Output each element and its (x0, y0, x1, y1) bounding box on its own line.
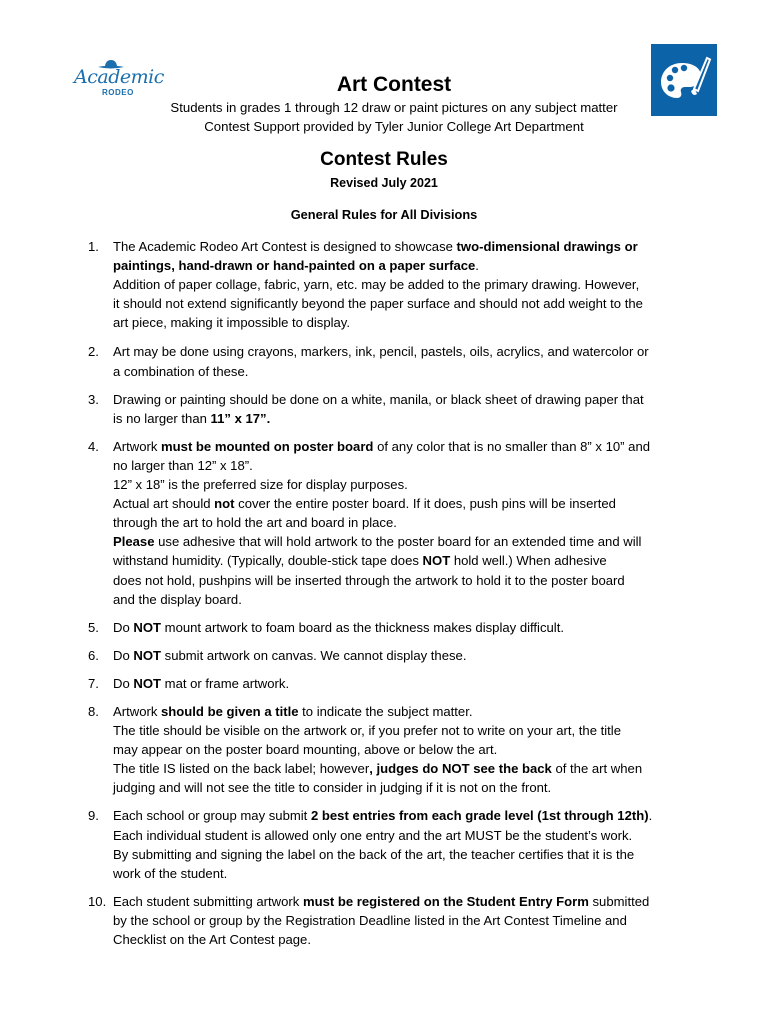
rule-text: The title should be visible on the artwork or, if you prefer not to write on your art, the title (113, 723, 622, 739)
rule-line (113, 456, 680, 475)
rule-line (113, 590, 680, 609)
rule-line (113, 930, 680, 949)
logo-script: Academic (74, 66, 164, 88)
rule-number: 3. (88, 391, 99, 407)
rule-text-bold: 11” x 17”. (210, 410, 271, 426)
rule-line (113, 740, 680, 759)
rule-text: submit artwork on canvas. We cannot display these. (161, 647, 467, 663)
rule-line (113, 759, 680, 778)
rule-text: work of the student. (113, 865, 228, 881)
rule-line (113, 702, 680, 721)
revised-date: Revised July 2021 (330, 176, 438, 190)
rule-line (113, 551, 680, 570)
rule-text: submitted (588, 893, 650, 909)
rule-text: Actual art should (113, 496, 215, 512)
section-heading: General Rules for All Divisions (290, 207, 478, 222)
rule-text-bold: paintings, hand-drawn or hand-painted on a paper surface (113, 258, 476, 274)
rule-text: By submitting and signing the label on the back of the art, the teacher certifies that it is the (113, 846, 635, 862)
rule-text: Artwork (113, 703, 162, 719)
rule-line (113, 275, 680, 294)
rule-text: Do (113, 647, 134, 663)
rule-line (113, 532, 680, 551)
rule-text: Each student submitting artwork (113, 893, 303, 909)
rule-text: no larger than 12” x 18”. (113, 457, 253, 473)
rule-text: 12” x 18” is the preferred size for display purposes. (113, 477, 408, 493)
rule-line (113, 237, 680, 256)
subtitle-grades: Students in grades 1 through 12 draw or paint pictures on any subject matter (170, 100, 618, 115)
header (140, 72, 648, 136)
rule-text: to indicate the subject matter. (298, 703, 473, 719)
rule-line (113, 864, 680, 883)
rule-line (113, 256, 680, 275)
rule-text: . (475, 258, 479, 274)
rule-line (113, 437, 680, 456)
rule-text-bold: NOT (422, 553, 451, 569)
rule-line (113, 778, 680, 797)
rule-text-bold: must be registered on the Student Entry Form (302, 893, 589, 909)
rule-text: Do (113, 619, 134, 635)
rule-number: 1. (88, 239, 99, 254)
rule-line (113, 911, 680, 930)
rule-text-bold: Please (113, 534, 155, 550)
rule-line (113, 674, 680, 693)
rule-number: 7. (88, 675, 99, 691)
rule-line (113, 294, 680, 313)
rule-text: hold well.) When adhesive (450, 553, 607, 569)
rule-text-bold: NOT (133, 675, 162, 691)
rule-text: of any color that is no smaller than 8” x 10” and (373, 438, 651, 454)
rule-item-9 (88, 806, 680, 882)
rule-line (113, 313, 680, 332)
rule-number: 10. (88, 893, 107, 909)
subtitle-support: Contest Support provided by Tyler Junior College Art Department (204, 119, 584, 134)
rule-text-bold: should be given a title (161, 703, 299, 719)
rule-number: 4. (88, 438, 99, 454)
rule-text: by the school or group by the Registration Deadline listed in the Art Contest Timeline and (113, 912, 627, 928)
rule-line (113, 362, 680, 381)
rule-text: The Academic Rodeo Art Contest is designed to showcase (113, 239, 457, 254)
rule-text: The title IS listed on the back label; however (113, 761, 370, 777)
logo-sub: RODEO (102, 88, 134, 97)
rule-text: of the art when (551, 761, 643, 777)
rule-line (113, 721, 680, 740)
rule-text-bold: NOT (133, 647, 162, 663)
rule-text: a combination of these. (113, 363, 249, 379)
rule-item-3 (88, 390, 680, 428)
rule-text: Each school or group may submit (113, 808, 311, 824)
rule-number: 5. (88, 619, 99, 635)
rule-text: it should not extend significantly beyond the paper surface and should not add weight to the (113, 296, 643, 312)
rule-line (113, 390, 680, 409)
rule-line (113, 806, 680, 825)
rule-text: may appear on the poster board mounting, above or below the art. (113, 742, 498, 758)
rule-text: . (648, 808, 653, 824)
rule-text: Art may be done using crayons, markers, ink, pencil, pastels, oils, acrylics, and watercolor or (113, 344, 649, 360)
rules-heading: Contest Rules (320, 149, 448, 170)
rule-text: art piece, making it impossible to display. (113, 315, 351, 331)
rule-text: cover the entire poster board. If it does, push pins will be inserted (234, 496, 616, 512)
rule-text: Each individual student is allowed only one entry and the art MUST be the student’s work. (113, 827, 633, 843)
rules-list (88, 237, 680, 949)
rule-text: does not hold, pushpins will be inserted through the artwork to hold it to the poster board (113, 572, 625, 588)
rule-text: through the art to hold the art and board in place. (113, 515, 397, 531)
rule-text: Drawing or painting should be done on a white, manila, or black sheet of drawing paper that (113, 391, 644, 407)
rule-number: 6. (88, 647, 99, 663)
rule-line (113, 409, 680, 428)
rule-number: 9. (88, 808, 99, 824)
rule-text: mat or frame artwork. (161, 675, 290, 691)
rule-line (113, 892, 680, 911)
rule-text-bold: not (214, 496, 235, 512)
page-title: Art Contest (336, 73, 452, 96)
rule-item-6 (88, 646, 680, 665)
rule-line (113, 845, 680, 864)
rule-text: judging and will not see the title to consider in judging if it is not on the front. (113, 780, 552, 796)
rule-number: 2. (88, 344, 99, 360)
rule-line (113, 618, 680, 637)
rule-line (113, 646, 680, 665)
rule-text: Checklist on the Art Contest page. (113, 932, 311, 947)
rule-line (113, 826, 680, 845)
rule-text: withstand humidity. (Typically, double-stick tape does (113, 553, 423, 569)
rule-item-1 (88, 237, 680, 332)
rule-text-bold: two-dimensional drawings or (456, 239, 638, 254)
rule-item-4 (88, 437, 680, 609)
rule-text: Addition of paper collage, fabric, yarn, etc. may be added to the primary drawing. However, (113, 277, 640, 293)
rule-text: mount artwork to foam board as the thickness makes display difficult. (161, 619, 564, 635)
rule-item-8 (88, 702, 680, 797)
rule-line (113, 342, 680, 361)
palette-brush-icon (651, 44, 717, 116)
rule-item-2 (88, 342, 680, 380)
rule-text-bold: NOT (133, 619, 162, 635)
rule-text: Artwork (113, 438, 162, 454)
rule-line (113, 571, 680, 590)
rule-text: use adhesive that will hold artwork to the poster board for an extended time and will (154, 534, 642, 550)
rule-number: 8. (88, 703, 99, 719)
rule-text-bold: , judges do NOT see the back (369, 761, 552, 777)
rule-line (113, 494, 680, 513)
rule-line (113, 513, 680, 532)
rule-text-bold: 2 best entries from each grade level (1st through 12th) (310, 808, 649, 824)
rule-text-bold: must be mounted on poster board (161, 438, 374, 454)
rule-line (113, 475, 680, 494)
rule-text: and the display board. (113, 591, 242, 607)
rule-text: Do (113, 675, 134, 691)
rule-item-10 (88, 892, 680, 949)
rule-item-5 (88, 618, 680, 637)
rule-text: is no larger than (113, 410, 211, 426)
rule-item-7 (88, 674, 680, 693)
